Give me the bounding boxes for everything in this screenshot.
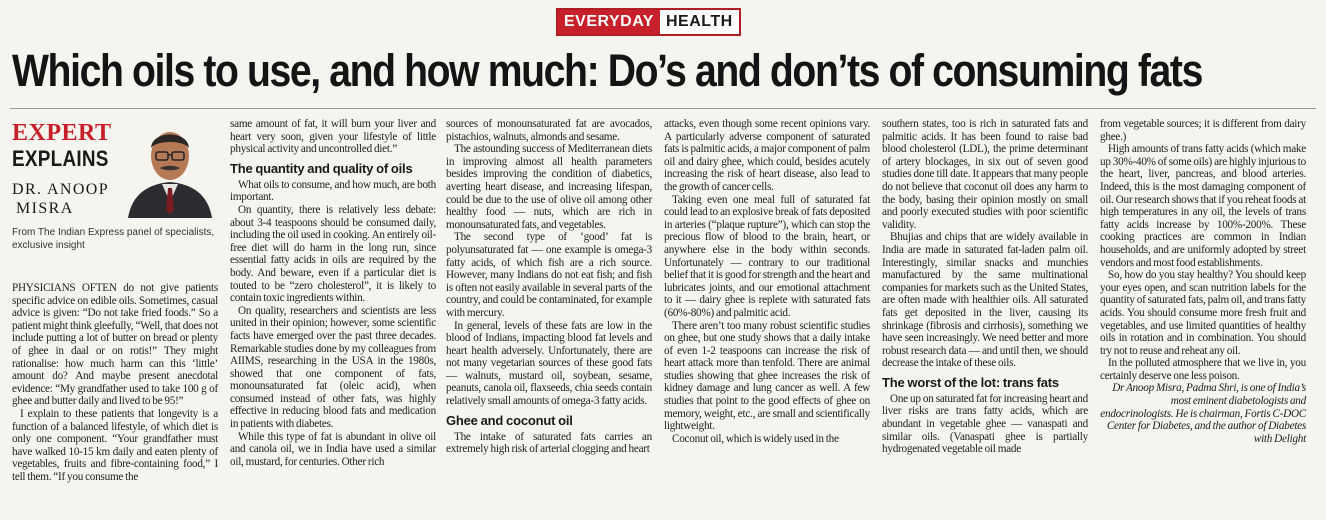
paragraph: The intake of saturated fats carries an extremely high risk of arterial clogging and heart <box>446 430 652 456</box>
expert-box <box>10 118 220 288</box>
paragraph: Coconut oil, which is widely used in the <box>672 432 839 445</box>
explains-label: EXPLAINS <box>12 146 109 171</box>
article-column-3 <box>446 118 652 456</box>
expert-panel-note: From The Indian Express panel of specialists, exclusive insight <box>12 227 215 251</box>
paragraph: from vegetable sources; it is different from dairy ghee.) <box>1100 118 1306 143</box>
article-column-1 <box>12 282 218 484</box>
paragraph: On quantity, there is relatively less debate: about 3-4 teaspoons should be consumed daily, including the oil used in cooking. An entirely oil-free diet will do harm in the long run, since essential fatty acids in oils are required by the body. And beware, even if a particular diet is touted to be “zero cholesterol”, it is likely to contain toxic ingredients within. <box>230 203 436 305</box>
headline: Which oils to use, and how much: Do’s and don’ts of consuming fats <box>12 45 1202 96</box>
paragraph: In the polluted atmosphere that we live in, you certainly deserve one less poison. <box>1100 357 1306 382</box>
paragraph: sources of monounsaturated fat are avocados, pistachios, walnuts, almonds and sesame. <box>446 118 652 143</box>
subheading-quantity-quality: The quantity and quality of oils <box>230 160 413 176</box>
paragraph: What oils to consume, and how much, are both important. <box>230 178 436 204</box>
article-column-5 <box>882 118 1088 456</box>
expert-name <box>12 180 132 218</box>
paragraph: Taking even one meal full of saturated fat could lead to an explosive break of fats deposited in arteries (“plaque rupture”), which can stop the precious flow of blood to the brain, heart, or anywhere else in the body within seconds. Unfortunately — contrary to our traditional belief that it is good for strength and the heart and lubricates joints, and our emotional attachment to it — dairy ghee is replete with saturated fats (60%-80%) and palmitic acid. <box>664 193 870 319</box>
subheading-ghee-coconut: Ghee and coconut oil <box>446 412 573 428</box>
expert-name-line1: DR. ANOOP <box>12 181 110 198</box>
paragraph: PHYSICIANS OFTEN do not give patients specific advice on edible oils. Sometimes, casual advice is given: “Do not take fried foods.” So a patient might think gleefully, “Well, that does not include putting a lot of butter on bread or plenty of ghee in daal or on rotis!” They might rationalise: how much harm can this ‘little’ amount do? And maybe present anecdotal evidence: “My grandfather used to take 100 g of ghee and butter daily and lived to be 95!” <box>12 282 218 408</box>
paragraph: High amounts of trans fatty acids (which make up 30%-40% of some oils) are highly injurious to the heart, liver, pancreas, and blood arteries. Indeed, this is the most damaging component of oil. Our research shows that if you reheat foods at high temperatures in any oil, the levels of trans fatty acids increase by 100%-200%. These cooking practices are common in Indian households, and are uniformly adopted by street vendors and most food establishments. <box>1100 143 1306 269</box>
expert-name-line2: MISRA <box>16 200 74 217</box>
paragraph: I explain to these patients that longevity is a function of a balanced lifestyle, of which diet is only one component. “Your grandfather must have walked 10-15 km daily and eaten plenty of vegetables, fruits and fibre-containing food,” I tell them. “If you consume the <box>12 407 218 483</box>
expert-label: EXPERT <box>12 120 112 146</box>
section-label-health: HEALTH <box>665 13 733 30</box>
paragraph: One up on saturated fat for increasing heart and liver risks are trans fatty acids, which are abundant in vegetable ghee — vanaspati and similar oils. (Vanaspati ghee is partially hydrogenated vegetable oil made <box>882 392 1088 456</box>
paragraph: There aren’t too many robust scientific studies on ghee, but one study shows that a daily intake of even 1-2 teaspoons can increase the risk of heart attack more than tenfold. There are animal studies showing that ghee increases the risk of kidney damage and lung cancer as well. A few studies that point to the good effects of ghee on memory, weight, etc., are small and scientifically lightweight. <box>664 319 870 433</box>
headline-rule <box>10 108 1316 109</box>
paragraph: So, how do you stay healthy? You should keep your eyes open, and scan nutrition labels for the quantity of saturated fats, palm oil, and trans fatty acids. You should consume more fresh fruit and vegetables, and use limited quantities of healthy oils in rotation and in combination. You should try not to reuse and reheat any oil. <box>1100 269 1306 357</box>
paragraph: attacks, even though some recent opinions vary. A particularly adverse component of saturated fats is palmitic acids, a major component of palm oil and dairy ghee, which could, besides acutely increasing the risk of heart disease, also lead to the growth of cancer cells. <box>664 118 870 193</box>
paragraph: The second type of ‘good’ fat is polyunsaturated fat — one example is omega-3 fatty acids, of which fish are a rich source. However, many Indians do not eat fish; and fish is often not easily available in several parts of the country, and could be contaminated, for example with mercury. <box>446 231 652 319</box>
paragraph: While this type of fat is abundant in olive oil and canola oil, we in India have used a similar oil, mustard, for centuries. Other rich <box>230 430 436 468</box>
paragraph: southern states, too is rich in saturated fats and palmitic acids. It has been found to raise bad blood cholesterol (LDL), the prime determinant of artery blockages, in six out of seven good studies done till date. It appears that many people do not believe that coconut oil does any harm to the body, basing their opinion mostly on small and poorly executed studies with poor scientific validity. <box>882 118 1088 231</box>
subheading-trans-fats: The worst of the lot: trans fats <box>882 374 1059 390</box>
paragraph: The astounding success of Mediterranean diets in improving almost all health parameters besides improving the condition of diabetics, averting heart disease, and increasing lifespan, could be due to the use of olive oil among other healthy food — nuts, which are rich in monounsaturated fats, and vegetables. <box>446 143 652 231</box>
paragraph: On quality, researchers and scientists are less united in their opinion; however, some scientific facts have emerged over the past three decades. Remarkable studies done by my colleagues from AIIMS, researching in the USA in the 1980s, showed that one component of fats, monounsaturated fat (oleic acid), when consumed instead of other fats, was highly effective in reducing blood fats and medication in patients with diabetes. <box>230 304 436 431</box>
paragraph: In general, levels of these fats are low in the blood of Indians, impacting blood fat levels and heart health adversely. Unfortunately, there are not many vegetarian sources of these good fats — walnuts, mustard oil, soybean, sesame, peanuts, canola oil, flaxseeds, chia seeds contain relatively small amounts of omega-3 fatty acids. <box>446 319 652 408</box>
expert-portrait <box>122 118 218 218</box>
article-column-4 <box>664 118 870 445</box>
paragraph: same amount of fat, it will burn your liver and heart very soon, given your lifestyle of little physical activity and uncontrolled diet.” <box>230 118 436 156</box>
section-label <box>556 8 741 36</box>
paragraph: Bhujias and chips that are widely available in India are made in saturated fat-laden palm oil. Interestingly, similar snacks and munchies manufactured by the same multinational companies for markets such as the United States, are often made with healthier oils. All saturated fats get deposited in the liver, causing its shrinkage (fibrosis and cirrhosis), something we have seen increasingly. We need better and more robust research data — and until then, we should decrease the intake of these oils. <box>882 231 1088 370</box>
author-credit: Dr Anoop Misra, Padma Shri, is one of India’s most eminent diabetologists and endocrinologists. He is chairman, Fortis C-DOC Center for Diabetes, and the author of Diabetes with Delight <box>1100 382 1306 445</box>
article-column-6 <box>1100 118 1306 445</box>
article-column-2 <box>230 118 436 468</box>
section-label-everyday: EVERYDAY <box>558 10 660 34</box>
